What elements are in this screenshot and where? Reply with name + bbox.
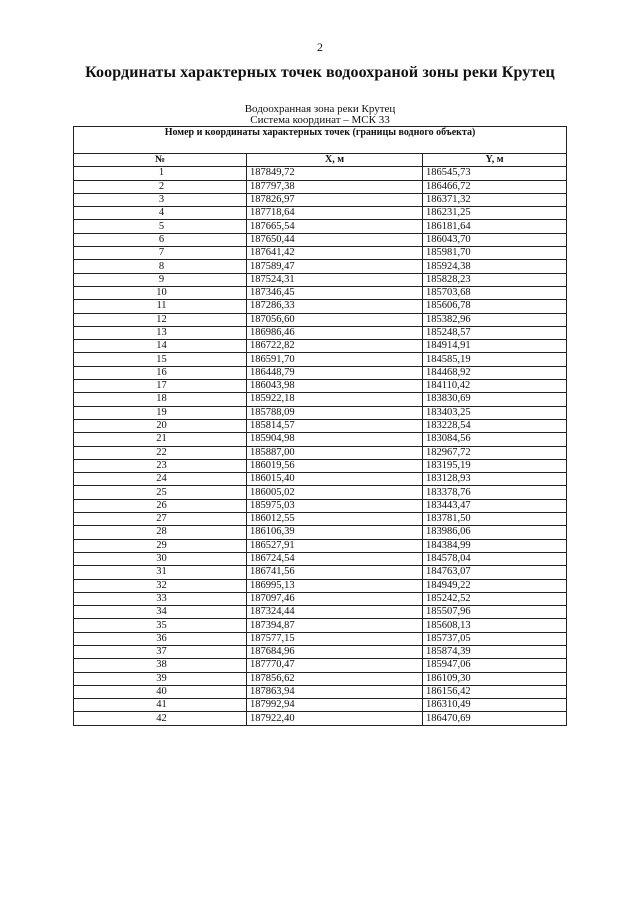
cell-y: 185737,05 — [423, 632, 567, 645]
table-row — [74, 220, 567, 233]
table-column-header-row — [74, 154, 567, 167]
table-row — [74, 699, 567, 712]
table-row — [74, 340, 567, 353]
cell-number: 15 — [74, 353, 247, 366]
cell-y: 185924,38 — [423, 260, 567, 273]
cell-number: 10 — [74, 286, 247, 299]
cell-number: 23 — [74, 459, 247, 472]
cell-y: 186181,64 — [423, 220, 567, 233]
cell-y: 186466,72 — [423, 180, 567, 193]
column-header-y: Y, м — [423, 154, 567, 167]
cell-x: 187718,64 — [247, 207, 423, 220]
table-row — [74, 233, 567, 246]
cell-y: 184578,04 — [423, 552, 567, 565]
table-row — [74, 645, 567, 658]
cell-number: 35 — [74, 619, 247, 632]
cell-number: 39 — [74, 672, 247, 685]
cell-x: 186106,39 — [247, 526, 423, 539]
cell-number: 36 — [74, 632, 247, 645]
cell-x: 185922,18 — [247, 393, 423, 406]
cell-x: 187684,96 — [247, 645, 423, 658]
cell-y: 185703,68 — [423, 286, 567, 299]
cell-x: 186527,91 — [247, 539, 423, 552]
cell-x: 187770,47 — [247, 659, 423, 672]
cell-number: 11 — [74, 300, 247, 313]
table-row — [74, 566, 567, 579]
cell-x: 187589,47 — [247, 260, 423, 273]
cell-y: 183443,47 — [423, 499, 567, 512]
cell-number: 25 — [74, 486, 247, 499]
table-row — [74, 286, 567, 299]
table-row — [74, 247, 567, 260]
cell-y: 185606,78 — [423, 300, 567, 313]
cell-y: 183084,56 — [423, 433, 567, 446]
table-row — [74, 712, 567, 725]
cell-y: 185608,13 — [423, 619, 567, 632]
table-row — [74, 419, 567, 432]
cell-x: 187826,97 — [247, 193, 423, 206]
table-row — [74, 260, 567, 273]
cell-number: 42 — [74, 712, 247, 725]
cell-x: 186722,82 — [247, 340, 423, 353]
table-row — [74, 513, 567, 526]
cell-y: 185507,96 — [423, 606, 567, 619]
cell-number: 34 — [74, 606, 247, 619]
cell-x: 186043,98 — [247, 380, 423, 393]
cell-number: 31 — [74, 566, 247, 579]
cell-number: 18 — [74, 393, 247, 406]
page-number: 2 — [317, 40, 323, 54]
table-row — [74, 313, 567, 326]
cell-x: 186448,79 — [247, 366, 423, 379]
cell-y: 184949,22 — [423, 579, 567, 592]
cell-x: 187856,62 — [247, 672, 423, 685]
cell-x: 187346,45 — [247, 286, 423, 299]
cell-y: 184110,42 — [423, 380, 567, 393]
cell-x: 187524,31 — [247, 273, 423, 286]
table-row — [74, 300, 567, 313]
cell-y: 185382,96 — [423, 313, 567, 326]
subtitle-zone: Водоохранная зона реки Крутец — [244, 103, 396, 115]
table-row — [74, 406, 567, 419]
cell-number: 14 — [74, 340, 247, 353]
cell-number: 37 — [74, 645, 247, 658]
cell-number: 7 — [74, 247, 247, 260]
cell-x: 187394,87 — [247, 619, 423, 632]
document-title: Координаты характерных точек водоохраной зоны реки Крутец — [85, 64, 555, 81]
cell-x: 187097,46 — [247, 592, 423, 605]
cell-number: 22 — [74, 446, 247, 459]
table-row — [74, 393, 567, 406]
cell-y: 186470,69 — [423, 712, 567, 725]
table-group-header: Номер и координаты характерных точек (границы водного объекта) — [74, 127, 567, 154]
coordinates-table — [73, 126, 567, 726]
table-row — [74, 380, 567, 393]
table-body — [74, 167, 567, 725]
cell-number: 13 — [74, 326, 247, 339]
cell-number: 24 — [74, 473, 247, 486]
table-row — [74, 632, 567, 645]
cell-number: 2 — [74, 180, 247, 193]
cell-x: 187992,94 — [247, 699, 423, 712]
cell-y: 183403,25 — [423, 406, 567, 419]
table-row — [74, 433, 567, 446]
cell-number: 12 — [74, 313, 247, 326]
cell-y: 185874,39 — [423, 645, 567, 658]
cell-x: 185904,98 — [247, 433, 423, 446]
table-row — [74, 672, 567, 685]
table-row — [74, 446, 567, 459]
table-row — [74, 273, 567, 286]
table-row — [74, 180, 567, 193]
cell-x: 187849,72 — [247, 167, 423, 180]
cell-x: 185887,00 — [247, 446, 423, 459]
cell-number: 26 — [74, 499, 247, 512]
cell-y: 185248,57 — [423, 326, 567, 339]
cell-y: 183228,54 — [423, 419, 567, 432]
column-header-number: № — [74, 154, 247, 167]
cell-y: 186109,30 — [423, 672, 567, 685]
cell-y: 184468,92 — [423, 366, 567, 379]
cell-y: 183378,76 — [423, 486, 567, 499]
cell-x: 187665,54 — [247, 220, 423, 233]
cell-x: 186005,02 — [247, 486, 423, 499]
cell-x: 186741,56 — [247, 566, 423, 579]
cell-number: 40 — [74, 685, 247, 698]
table-row — [74, 592, 567, 605]
table-row — [74, 353, 567, 366]
cell-x: 185814,57 — [247, 419, 423, 432]
table-row — [74, 539, 567, 552]
cell-number: 5 — [74, 220, 247, 233]
table-row — [74, 486, 567, 499]
cell-x: 187922,40 — [247, 712, 423, 725]
table-row — [74, 606, 567, 619]
cell-number: 29 — [74, 539, 247, 552]
cell-y: 183781,50 — [423, 513, 567, 526]
cell-y: 186043,70 — [423, 233, 567, 246]
cell-x: 186019,56 — [247, 459, 423, 472]
cell-y: 186371,32 — [423, 193, 567, 206]
table-row — [74, 473, 567, 486]
cell-y: 185828,23 — [423, 273, 567, 286]
cell-x: 186012,55 — [247, 513, 423, 526]
cell-number: 1 — [74, 167, 247, 180]
cell-x: 187650,44 — [247, 233, 423, 246]
cell-y: 184585,19 — [423, 353, 567, 366]
table-row — [74, 659, 567, 672]
cell-number: 33 — [74, 592, 247, 605]
cell-y: 185947,06 — [423, 659, 567, 672]
cell-x: 187324,44 — [247, 606, 423, 619]
cell-x: 186591,70 — [247, 353, 423, 366]
cell-number: 27 — [74, 513, 247, 526]
cell-x: 187056,60 — [247, 313, 423, 326]
table-row — [74, 167, 567, 180]
cell-number: 28 — [74, 526, 247, 539]
table-row — [74, 499, 567, 512]
cell-number: 41 — [74, 699, 247, 712]
cell-y: 183128,93 — [423, 473, 567, 486]
cell-y: 184914,91 — [423, 340, 567, 353]
table-row — [74, 526, 567, 539]
cell-y: 186545,73 — [423, 167, 567, 180]
cell-number: 16 — [74, 366, 247, 379]
cell-x: 185975,03 — [247, 499, 423, 512]
cell-x: 187641,42 — [247, 247, 423, 260]
cell-y: 184763,07 — [423, 566, 567, 579]
cell-x: 186015,40 — [247, 473, 423, 486]
table-row — [74, 207, 567, 220]
cell-number: 6 — [74, 233, 247, 246]
column-header-x: X, м — [247, 154, 423, 167]
table-row — [74, 193, 567, 206]
cell-x: 186986,46 — [247, 326, 423, 339]
cell-x: 187286,33 — [247, 300, 423, 313]
cell-y: 182967,72 — [423, 446, 567, 459]
cell-y: 183830,69 — [423, 393, 567, 406]
cell-number: 17 — [74, 380, 247, 393]
cell-number: 3 — [74, 193, 247, 206]
cell-x: 185788,09 — [247, 406, 423, 419]
cell-number: 30 — [74, 552, 247, 565]
cell-y: 186310,49 — [423, 699, 567, 712]
cell-x: 186995,13 — [247, 579, 423, 592]
cell-number: 8 — [74, 260, 247, 273]
cell-number: 9 — [74, 273, 247, 286]
cell-x: 187863,94 — [247, 685, 423, 698]
table-row — [74, 619, 567, 632]
cell-x: 187797,38 — [247, 180, 423, 193]
cell-x: 186724,54 — [247, 552, 423, 565]
table-row — [74, 685, 567, 698]
cell-number: 21 — [74, 433, 247, 446]
cell-y: 185981,70 — [423, 247, 567, 260]
table-row — [74, 579, 567, 592]
table-row — [74, 326, 567, 339]
cell-number: 19 — [74, 406, 247, 419]
cell-x: 187577,15 — [247, 632, 423, 645]
table-row — [74, 366, 567, 379]
cell-y: 183195,19 — [423, 459, 567, 472]
cell-number: 32 — [74, 579, 247, 592]
cell-y: 184384,99 — [423, 539, 567, 552]
table-row — [74, 552, 567, 565]
cell-y: 183986,06 — [423, 526, 567, 539]
cell-y: 186231,25 — [423, 207, 567, 220]
cell-number: 20 — [74, 419, 247, 432]
subtitle-coordinate-system: Система координат – МСК 33 — [250, 114, 390, 126]
cell-number: 38 — [74, 659, 247, 672]
cell-number: 4 — [74, 207, 247, 220]
cell-y: 185242,52 — [423, 592, 567, 605]
table-row — [74, 459, 567, 472]
cell-y: 186156,42 — [423, 685, 567, 698]
table-group-header-row — [74, 127, 567, 154]
